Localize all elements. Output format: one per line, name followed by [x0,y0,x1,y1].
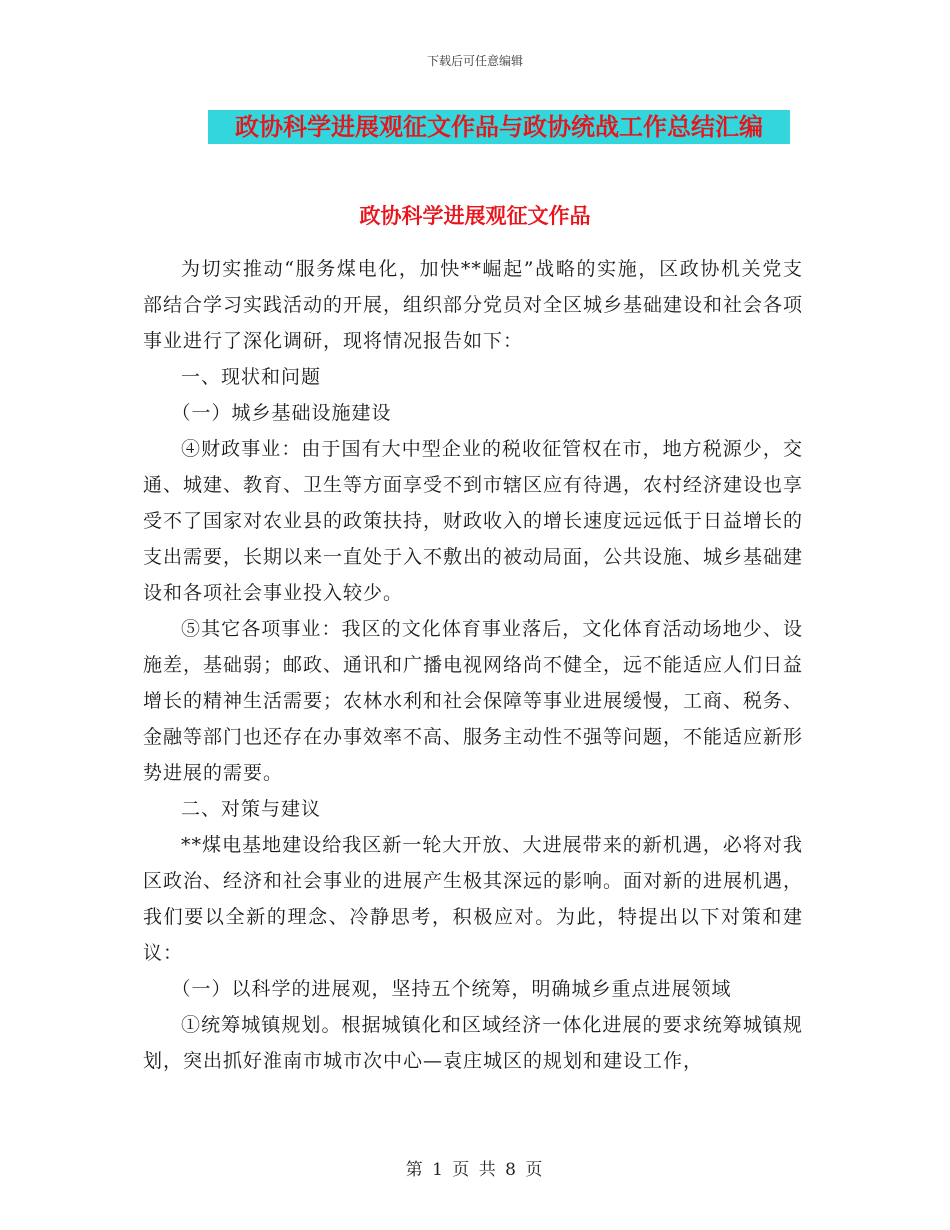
subheading-infrastructure: （一）城乡基础设施建设 [171,402,392,424]
header-note: 下载后可任意编辑 [426,54,523,68]
paragraph-other-affairs: ⑤其它各项事业：我区的文化体育事业落后，文化体育活动场地少、设施差，基础弱；邮政、通讯和广播电视网络尚不健全，远不能适应人们日益增长的精神生活需要；农林水利和社会保障等事业进展缓慢，工商、税务、金融等部门也还存在办事效率不高、服务主动性不强等问题，不能适应新形势进展的需要。 [143,618,804,784]
paragraph-opportunity: **煤电基地建设给我区新一轮大开放、大进展带来的新机遇，必将对我区政治、经济和社会事业的进展产生极其深远的影响。面对新的进展机遇，我们要以全新的理念、冷静思考，积极应对。为此，特提出以下对策和建议： [143,834,804,964]
page-footer: 第 1 页 共 8 页 [405,1160,545,1180]
heading-countermeasures: 二、对策与建议 [181,798,322,820]
document-title: 政协科学进展观征文作品与政协统战工作总结汇编 [208,110,790,144]
heading-status-and-problems: 一、现状和问题 [181,366,322,388]
document-body [143,251,803,1079]
subheading-five-coordinations: （一）以科学的进展观，坚持五个统筹，明确城乡重点进展领域 [171,978,732,1000]
paragraph-urban-planning: ①统筹城镇规划。根据城镇化和区域经济一体化进展的要求统筹城镇规划，突出抓好淮南市城市次中心—袁庄城区的规划和建设工作， [143,1014,803,1072]
section-title: 政协科学进展观征文作品 [359,204,591,228]
paragraph-finance: ④财政事业：由于国有大中型企业的税收征管权在市，地方税源少，交通、城建、教育、卫生等方面享受不到市辖区应有待遇，农村经济建设也享受不了国家对农业县的政策扶持，财政收入的增长速度远远低于日益增长的支出需要，长期以来一直处于入不敷出的被动局面，公共设施、城乡基础建设和各项社会事业投入较少。 [143,438,804,604]
paragraph-intro: 为切实推动“服务煤电化，加快**崛起”战略的实施，区政协机关党支部结合学习实践活动的开展，组织部分党员对全区城乡基础建设和社会各项事业进行了深化调研，现将情况报告如下： [143,258,804,352]
